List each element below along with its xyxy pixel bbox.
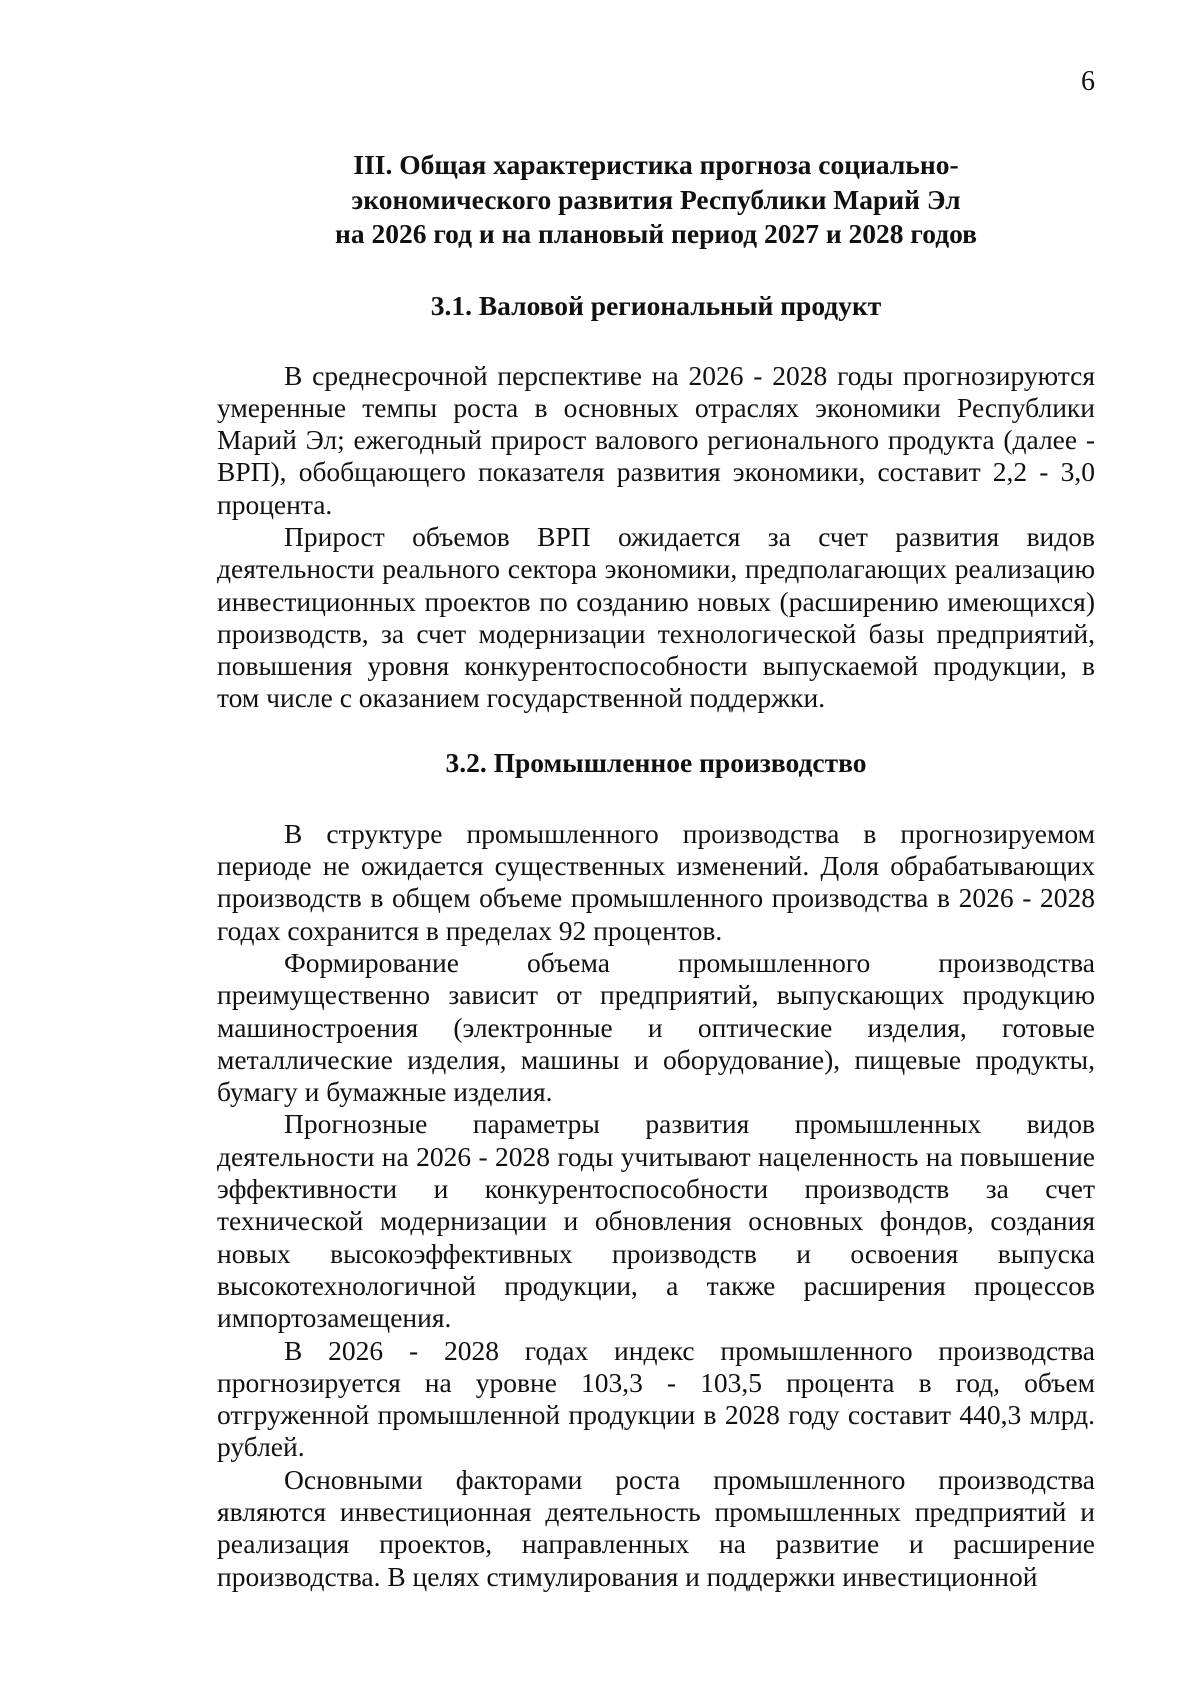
section-heading-3-2: 3.2. Промышленное производство [445, 746, 867, 778]
section-3-2-body [217, 818, 1095, 1593]
paragraph: Прирост объемов ВРП ожидается за счет развития видов деятельности реального сектора экономики, предполагающих реализацию инвестиционных проектов по созданию новых (расширению имеющихся) производств, за счет модернизации технологической базы предприятий, повышения уровня конкурентоспособности выпускаемой продукции, в том числе с оказанием государственной поддержки. [217, 520, 1095, 714]
paragraph: В структуре промышленного производства в прогнозируемом периоде не ожидается существенных изменений. Доля обрабатывающих производств в общем объеме промышленного производства в 2026 - 2028 годах сохранится в пределах 92 процентов. [217, 817, 1095, 946]
paragraph: Прогнозные параметры развития промышленных видов деятельности на 2026 - 2028 годы учитывают нацеленность на повышение эффективности и конкурентоспособности производств за счет технической модернизации и обновления основных фондов, создания новых высокоэффективных производств и освоения выпуска высокотехнологичной продукции, а также расширения процессов импортозамещения. [217, 1108, 1095, 1334]
chapter-title-line: экономического развития Республики Марий Эл [351, 183, 961, 215]
paragraph: Формирование объема промышленного производства преимущественно зависит от предприятий, выпускающих продукцию машиностроения (электронные и оптические изделия, готовые металлические изделия, машины и оборудование), пищевые продукты, бумагу и бумажные изделия. [217, 946, 1095, 1108]
section-3-1-body [217, 360, 1095, 715]
paragraph: В 2026 - 2028 годах индекс промышленного производства прогнозируется на уровне 103,3 - 103,5 процента в год, объем отгруженной промышленной продукции в 2028 году составит 440,3 млрд. рублей. [217, 1334, 1095, 1463]
section-heading-3-1: 3.1. Валовой региональный продукт [430, 289, 882, 321]
document-body [217, 148, 1095, 1593]
chapter-title-line: на 2026 год и на плановый период 2027 и 2028 годов [334, 218, 978, 249]
chapter-title-line: III. Общая характеристика прогноза социально- [353, 149, 959, 180]
paragraph: Основными факторами роста промышленного производства являются инвестиционная деятельность промышленных предприятий и реализация проектов, направленных на развитие и расширение производства. В целях стимулирования и поддержки инвестиционной [217, 1463, 1095, 1592]
paragraph: В среднесрочной перспективе на 2026 - 2028 годы прогнозируются умеренные темпы роста в основных отраслях экономики Республики Марий Эл; ежегодный прирост валового регионального продукта (далее - ВРП), обобщающего показателя развития экономики, составит 2,2 - 3,0 процента. [217, 359, 1095, 520]
chapter-title [217, 148, 1095, 252]
page-number: 6 [1081, 66, 1095, 97]
